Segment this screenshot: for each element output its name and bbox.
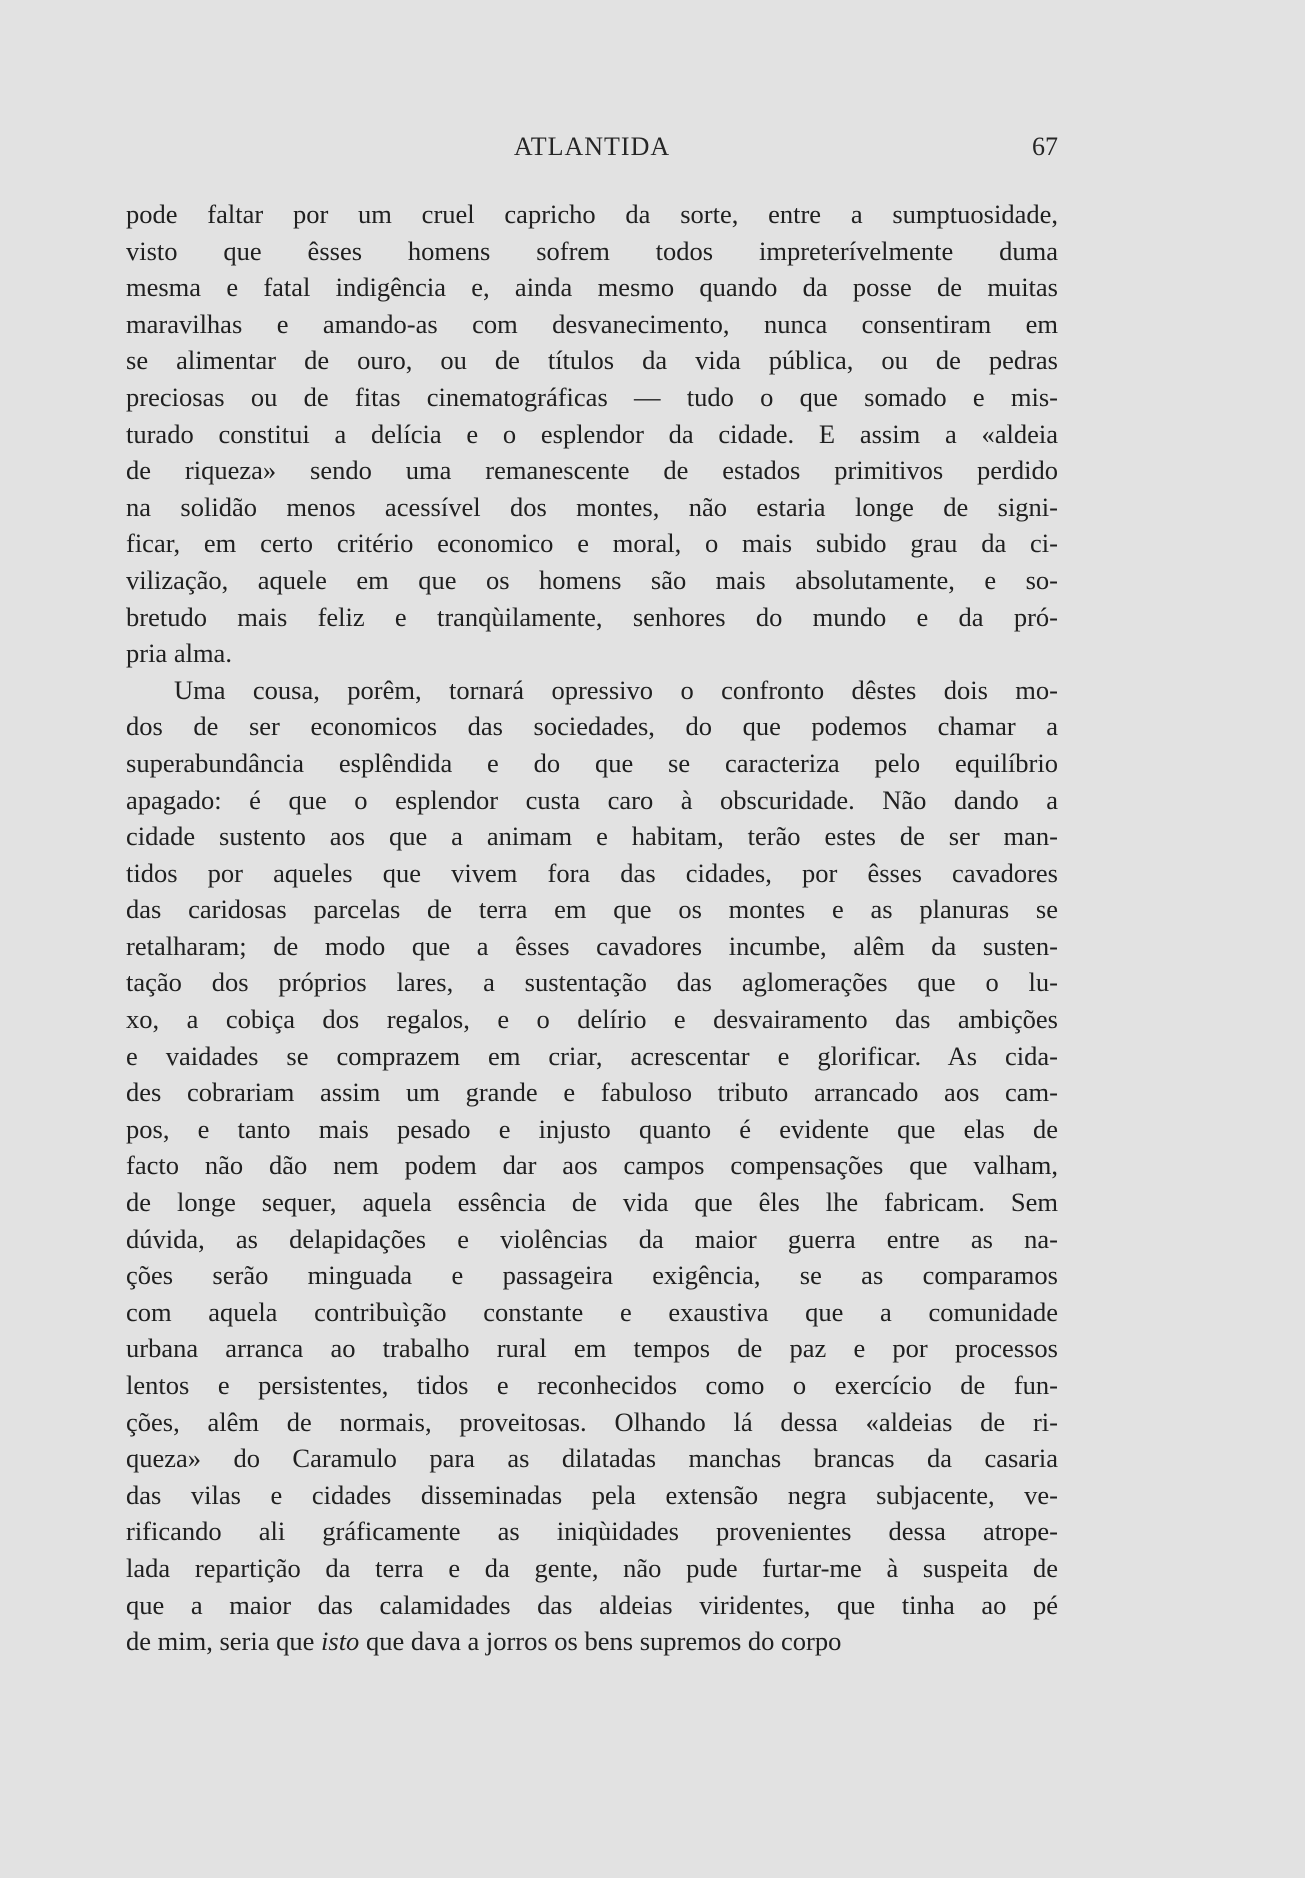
- text-line: mesma e fatal indigência e, ainda mesmo quando da posse de muitas: [126, 272, 1058, 303]
- text-line: ficar, em certo critério economico e moral, o mais subido grau da ci-: [126, 528, 1058, 559]
- text-line: se alimentar de ouro, ou de títulos da vida pública, ou de pedras: [126, 345, 1058, 376]
- page-header: [126, 132, 1058, 172]
- paragraph: [126, 196, 1058, 672]
- text-line: queza» do Caramulo para as dilatadas manchas brancas da casaria: [126, 1443, 1058, 1474]
- body-text: [126, 196, 1058, 1660]
- text-line: das caridosas parcelas de terra em que os montes e as planuras se: [126, 894, 1058, 925]
- text-line: de longe sequer, aquela essência de vida que êles lhe fabricam. Sem: [126, 1187, 1058, 1218]
- text-line: turado constitui a delícia e o esplendor da cidade. E assim a «aldeia: [126, 418, 1058, 449]
- text-line: com aquela contribuìção constante e exaustiva que a comunidade: [126, 1296, 1058, 1327]
- text-line: Uma cousa, porêm, tornará opressivo o confronto dêstes dois mo-: [174, 674, 1058, 705]
- text-line: urbana arranca ao trabalho rural em tempos de paz e por processos: [126, 1333, 1058, 1364]
- text-line: pos, e tanto mais pesado e injusto quanto é evidente que elas de: [126, 1113, 1058, 1144]
- text-line: facto não dão nem podem dar aos campos compensações que valham,: [126, 1150, 1058, 1181]
- text-line: rificando ali gráficamente as iniqùidades provenientes dessa atrope-: [126, 1516, 1058, 1547]
- text-line: visto que êsses homens sofrem todos impreterívelmente duma: [126, 235, 1058, 266]
- text-line: des cobrariam assim um grande e fabuloso tributo arrancado aos cam-: [126, 1077, 1058, 1108]
- text-line: de mim, seria que isto que dava a jorros os bens supremos do corpo: [126, 1626, 842, 1657]
- text-line: dúvida, as delapidações e violências da maior guerra entre as na-: [126, 1223, 1058, 1254]
- text-line: tidos por aqueles que vivem fora das cidades, por êsses cavadores: [126, 857, 1058, 888]
- text-line: dos de ser economicos das sociedades, do que podemos chamar a: [126, 711, 1058, 742]
- text-line: pria alma.: [126, 638, 232, 669]
- text-line: ções serão minguada e passageira exigência, se as comparamos: [126, 1260, 1058, 1291]
- running-title: ATLANTIDA: [513, 132, 671, 161]
- text-line: e vaidades se comprazem em criar, acrescentar e glorificar. As cida-: [126, 1040, 1058, 1071]
- text-line: retalharam; de modo que a êsses cavadores incumbe, alêm da susten-: [126, 930, 1058, 961]
- text-line: pode faltar por um cruel capricho da sorte, entre a sumptuosidade,: [126, 199, 1058, 229]
- text-line: que a maior das calamidades das aldeias viridentes, que tinha ao pé: [126, 1589, 1058, 1620]
- text-line: tação dos próprios lares, a sustentação das aglomerações que o lu-: [126, 967, 1058, 998]
- text-line: das vilas e cidades disseminadas pela extensão negra subjacente, ve-: [126, 1479, 1058, 1510]
- page-number: 67: [1032, 132, 1058, 161]
- text-line: bretudo mais feliz e tranqùilamente, senhores do mundo e da pró-: [126, 601, 1058, 632]
- text-line: na solidão menos acessível dos montes, não estaria longe de signi-: [126, 491, 1058, 522]
- text-line: superabundância esplêndida e do que se caracteriza pelo equilíbrio: [126, 747, 1058, 778]
- text-line: lentos e persistentes, tidos e reconhecidos como o exercício de fun-: [126, 1370, 1058, 1400]
- text-line: cidade sustento aos que a animam e habitam, terão estes de ser man-: [126, 821, 1058, 852]
- paragraph: [126, 672, 1058, 1660]
- text-line: ções, alêm de normais, proveitosas. Olhando lá dessa «aldeias de ri-: [126, 1406, 1058, 1437]
- text-line: lada repartição da terra e da gente, não pude furtar-me à suspeita de: [126, 1552, 1058, 1583]
- text-line: xo, a cobiça dos regalos, e o delírio e desvairamento das ambições: [126, 1004, 1058, 1035]
- text-line: vilização, aquele em que os homens são mais absolutamente, e so-: [126, 564, 1058, 595]
- text-line: preciosas ou de fitas cinematográficas — tudo o que somado e mis-: [126, 381, 1058, 412]
- text-line: de riqueza» sendo uma remanescente de estados primitivos perdido: [126, 455, 1058, 486]
- text-line: apagado: é que o esplendor custa caro à obscuridade. Não dando a: [126, 784, 1058, 815]
- text-line: maravilhas e amando-as com desvanecimento, nunca consentiram em: [126, 308, 1058, 339]
